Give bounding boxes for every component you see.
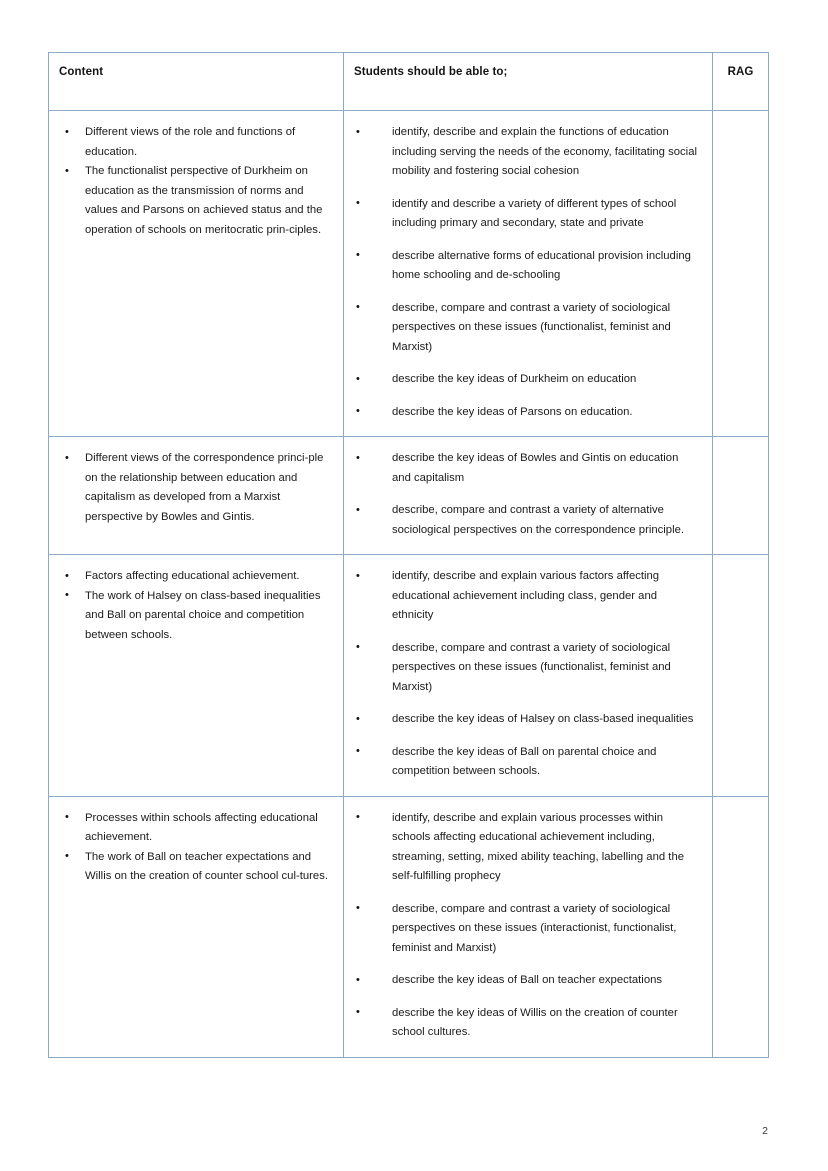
table-header-row bbox=[49, 53, 769, 111]
outcome-bullet-item: • describe the key ideas of Willis on the creation of counter school cultures. bbox=[348, 1004, 698, 1043]
outcomes-cell bbox=[344, 796, 713, 1057]
content-bullet-item: • Different views of the role and functions of education. bbox=[57, 123, 333, 162]
page-number: 2 bbox=[762, 1125, 768, 1137]
outcome-bullet-item: • describe, compare and contrast a variety of sociological perspectives on these issues (interactionist, functionalist, feminist and Marxist) bbox=[348, 900, 698, 959]
outcome-bullet-item: • identify, describe and explain various factors affecting educational achievement including class, gender and ethnicity bbox=[348, 567, 698, 626]
outcome-bullet-item: • identify, describe and explain various processes within schools affecting educational achievement including, streaming, setting, mixed ability teaching, labelling and the self-fulfilling prophecy bbox=[348, 809, 698, 887]
outcome-bullet-item: • identify and describe a variety of different types of school including primary and secondary, state and private bbox=[348, 195, 698, 234]
outcome-bullet-item: • identify, describe and explain the functions of education including serving the needs of the economy, facilitating social mobility and fostering social cohesion bbox=[348, 123, 698, 182]
content-bullet-list bbox=[57, 123, 333, 240]
table-row bbox=[49, 555, 769, 797]
content-bullet-item: • Different views of the correspondence princi-ple on the relationship between education and capitalism as developed from a Marxist perspective by Bowles and Gintis. bbox=[57, 449, 333, 527]
content-bullet-list bbox=[57, 567, 333, 645]
rag-cell[interactable] bbox=[713, 555, 769, 797]
column-header-rag: RAG bbox=[713, 53, 769, 111]
content-cell bbox=[49, 555, 344, 797]
table-header bbox=[49, 53, 769, 111]
rag-cell[interactable] bbox=[713, 796, 769, 1057]
outcomes-cell bbox=[344, 437, 713, 555]
specification-table bbox=[48, 52, 769, 1058]
outcome-bullet-item: • describe the key ideas of Bowles and Gintis on education and capitalism bbox=[348, 449, 698, 488]
content-cell bbox=[49, 796, 344, 1057]
outcome-bullet-item: • describe, compare and contrast a variety of alternative sociological perspectives on the correspondence principle. bbox=[348, 501, 698, 540]
outcome-bullet-item: • describe the key ideas of Ball on parental choice and competition between schools. bbox=[348, 743, 698, 782]
table-row bbox=[49, 796, 769, 1057]
content-bullet-item: • The work of Ball on teacher expectations and Willis on the creation of counter school cul-tures. bbox=[57, 848, 333, 887]
content-cell bbox=[49, 111, 344, 437]
outcomes-cell bbox=[344, 555, 713, 797]
rag-cell[interactable] bbox=[713, 437, 769, 555]
outcome-bullet-item: • describe, compare and contrast a variety of sociological perspectives on these issues (functionalist, feminist and Marxist) bbox=[348, 299, 698, 358]
rag-cell[interactable] bbox=[713, 111, 769, 437]
outcome-bullet-item: • describe the key ideas of Ball on teacher expectations bbox=[348, 971, 698, 991]
outcomes-bullet-list bbox=[348, 809, 698, 1043]
table-row bbox=[49, 437, 769, 555]
content-bullet-item: • The work of Halsey on class-based inequalities and Ball on parental choice and competition between schools. bbox=[57, 587, 333, 646]
content-bullet-item: • Factors affecting educational achievement. bbox=[57, 567, 333, 587]
outcome-bullet-item: • describe the key ideas of Parsons on education. bbox=[348, 403, 698, 423]
table-row bbox=[49, 111, 769, 437]
content-cell bbox=[49, 437, 344, 555]
outcomes-bullet-list bbox=[348, 567, 698, 782]
content-bullet-item: • The functionalist perspective of Durkheim on education as the transmission of norms and values and Parsons on achieved status and the operation of schools on meritocratic prin-ciples. bbox=[57, 162, 333, 240]
content-bullet-list bbox=[57, 809, 333, 887]
outcomes-bullet-list bbox=[348, 449, 698, 540]
content-bullet-list bbox=[57, 449, 333, 527]
table-body bbox=[49, 111, 769, 1058]
outcome-bullet-item: • describe the key ideas of Halsey on class-based inequalities bbox=[348, 710, 698, 730]
outcome-bullet-item: • describe alternative forms of educational provision including home schooling and de-schooling bbox=[348, 247, 698, 286]
column-header-outcomes: Students should be able to; bbox=[344, 53, 713, 111]
outcomes-cell bbox=[344, 111, 713, 437]
outcome-bullet-item: • describe the key ideas of Durkheim on education bbox=[348, 370, 698, 390]
content-bullet-item: • Processes within schools affecting educational achievement. bbox=[57, 809, 333, 848]
outcomes-bullet-list bbox=[348, 123, 698, 422]
outcome-bullet-item: • describe, compare and contrast a variety of sociological perspectives on these issues (functionalist, feminist and Marxist) bbox=[348, 639, 698, 698]
column-header-content: Content bbox=[49, 53, 344, 111]
